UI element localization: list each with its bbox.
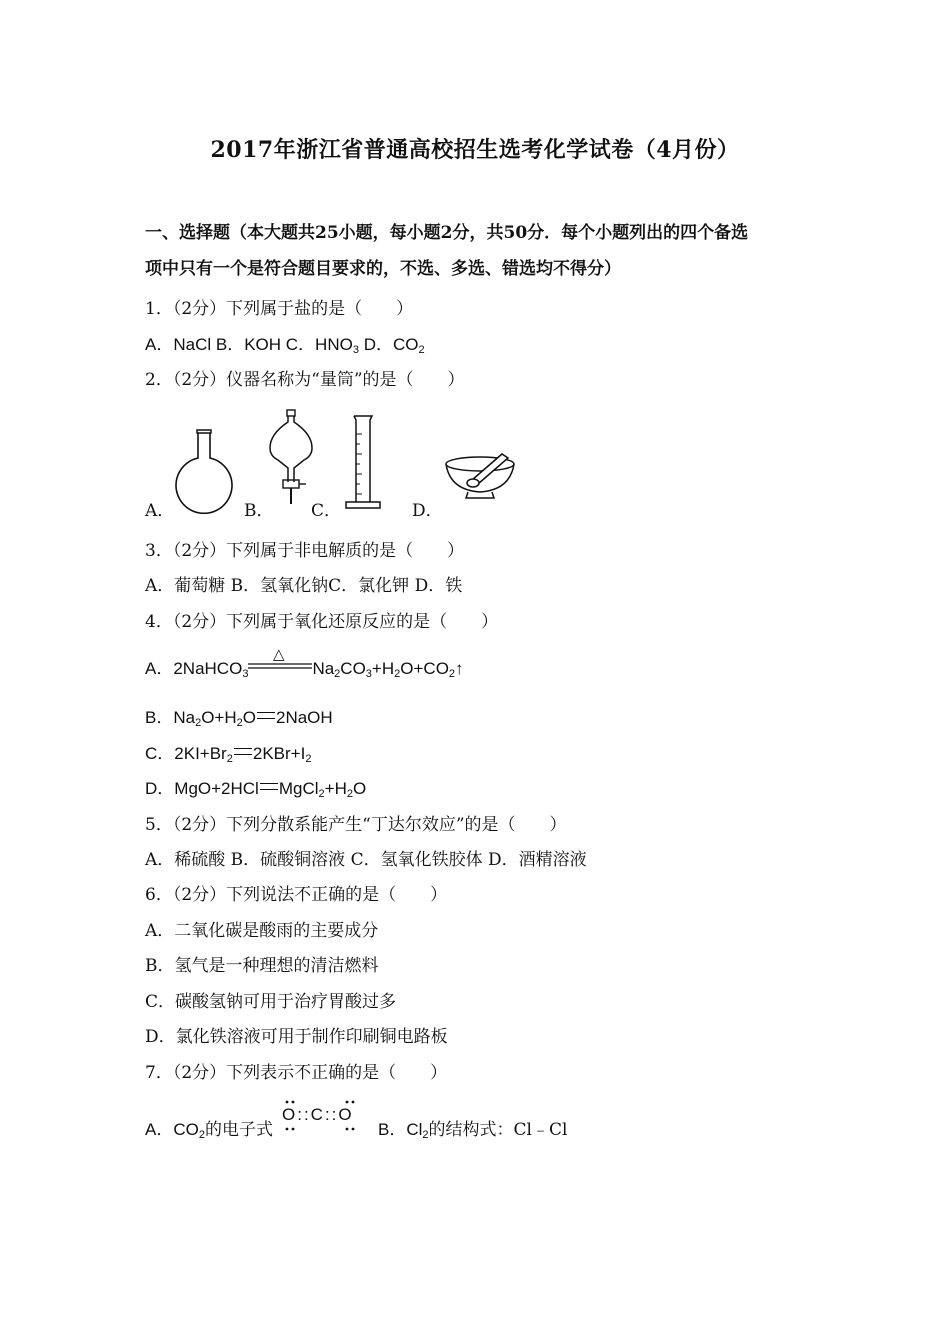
heat-condition-symbol: △ <box>273 646 285 663</box>
page-title: 2017年浙江省普通高校招生选考化学试卷（4月份） <box>210 137 740 163</box>
q4-option-d: D．MgO+2HCl $MgCl_2+H_2O$ <box>145 779 367 800</box>
equals-sign <box>257 712 275 719</box>
co2-formula-text: O::C::O <box>282 1105 354 1124</box>
q1-option-a: A．NaCl <box>145 335 212 354</box>
q4-option-c: C．$2KI+Br_2$ $2KBr+I_2$ <box>145 744 312 765</box>
q2-stem: 2．（2分）仪器名称为“量筒”的是（ ） <box>145 370 465 390</box>
q4-option-b: B．$Na_2O+H_2O$ 2NaOH <box>145 708 333 729</box>
q7-stem: 7．（2分）下列表示不正确的是（ ） <box>145 1063 448 1083</box>
separatory-funnel-icon <box>266 408 316 512</box>
q1-stem: 1．（2分）下列属于盐的是（ ） <box>145 299 414 319</box>
q5-options: A．稀硫酸 B．硫酸铜溶液 C．氢氧化铁胶体 D．酒精溶液 <box>145 850 587 870</box>
q6-option-d: D．氯化铁溶液可用于制作印刷铜电路板 <box>145 1027 448 1047</box>
mortar-and-pestle-icon <box>442 450 520 502</box>
equals-sign <box>260 783 278 790</box>
q1-option-d: D．$CO_2$ <box>363 335 425 356</box>
q5-stem: 5．（2分）下列分散系能产生“丁达尔效应”的是（ ） <box>145 815 567 835</box>
section-heading <box>145 215 825 287</box>
reaction-heat-arrow <box>248 646 312 678</box>
q6-option-a: A．二氧化碳是酸雨的主要成分 <box>145 921 379 941</box>
q2-option-d-label: D． <box>412 501 443 521</box>
q6-option-c: C．碳酸氢钠可用于治疗胃酸过多 <box>145 992 397 1012</box>
q6-stem: 6．（2分）下列说法不正确的是（ ） <box>145 885 448 905</box>
section-heading-line1: 一、选择题（本大题共25小题，每小题2分，共50分．每个小题列出的四个备选 <box>145 223 749 243</box>
graduated-cylinder-icon <box>340 414 386 514</box>
q6-option-b: B．氢气是一种理想的清洁燃料 <box>145 956 379 976</box>
section-heading-line2: 项中只有一个是符合题目要求的，不选、多选、错选均不得分） <box>145 259 621 279</box>
q7-option-a: A．$CO_2$的电子式 <box>145 1120 273 1141</box>
q3-stem: 3．（2分）下列属于非电解质的是（ ） <box>145 541 465 561</box>
q4-stem: 4．（2分）下列属于氧化还原反应的是（ ） <box>145 612 499 632</box>
q1-options <box>145 330 425 355</box>
q1-option-c: C．$HNO_3$ <box>285 335 359 356</box>
equals-sign <box>234 748 252 755</box>
q2-option-b-label: B． <box>244 501 274 521</box>
co2-electron-dot-formula <box>280 1098 362 1134</box>
q4-option-a: A．2NaHCO$_3$ △ $Na_2CO_3+H_2O+CO_2↑$ <box>145 646 464 680</box>
q2-option-a-label: A． <box>145 501 175 521</box>
q7-option-b: B．$Cl_2$的结构式：Cl﹣Cl <box>378 1120 568 1141</box>
q2-option-c-label: C． <box>311 501 342 521</box>
round-bottom-flask-icon <box>172 428 236 514</box>
q1-option-b: B．KOH <box>215 335 282 354</box>
q3-options: A．葡萄糖 B．氢氧化钠C．氯化钾 D．铁 <box>145 576 463 596</box>
